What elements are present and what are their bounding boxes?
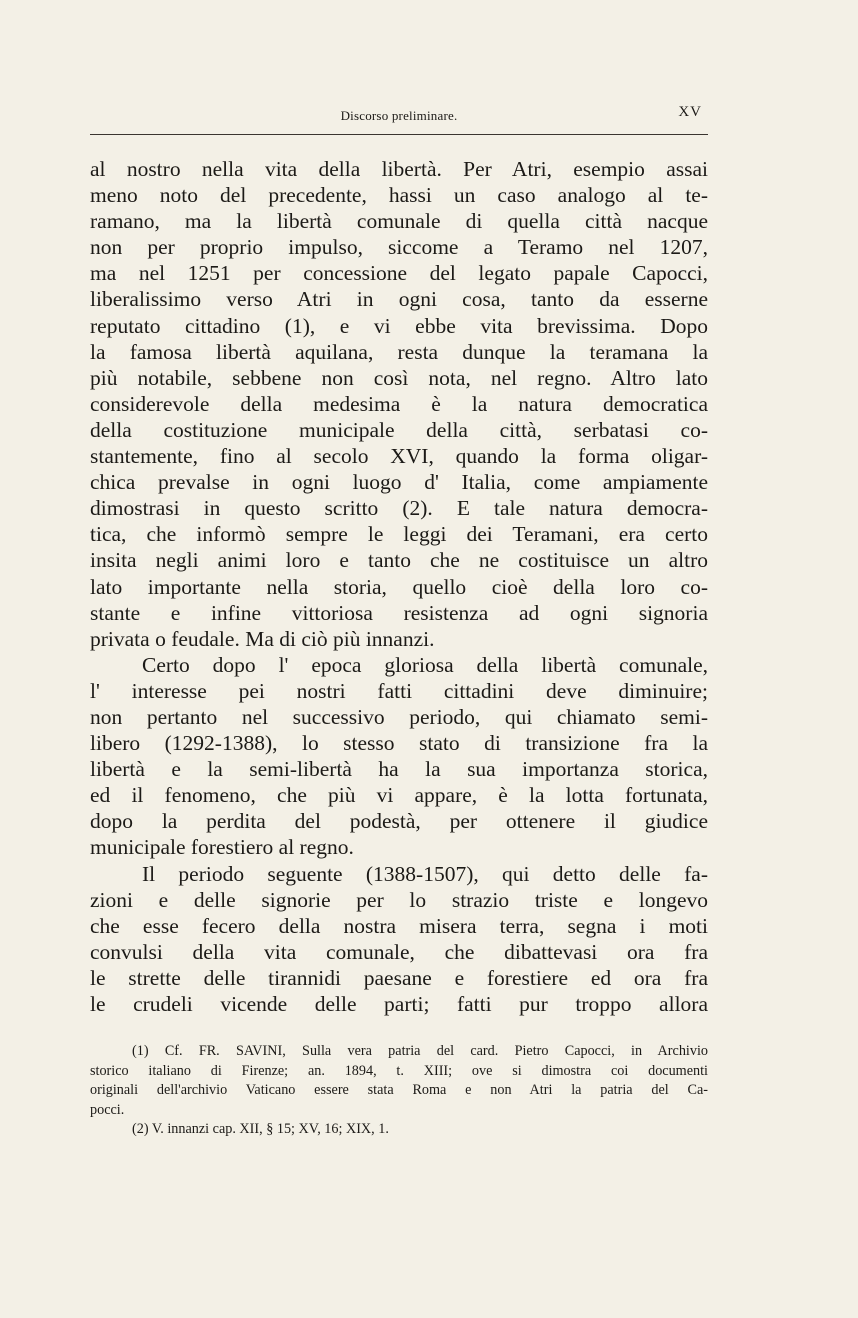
text-line: le strette delle tirannidi paesane e forestiere ed ora fra [90,965,708,990]
text-line: stante e infine vittoriosa resistenza ad ogni signoria [90,600,708,625]
text-line: che esse fecero della nostra misera terra, segna i moti [90,913,708,938]
body-text [90,156,708,1017]
text-line: dopo la perdita del podestà, per ottenere il giudice [90,809,708,834]
text-line: zioni e delle signorie per lo strazio triste e longevo [90,887,708,912]
text-line: tica, che informò sempre le leggi dei Teramani, era certo [90,522,708,547]
page-number: XV [678,104,702,120]
text-line: non per proprio impulso, siccome a Teramo nel 1207, [90,235,708,260]
text-line: insita negli animi loro e tanto che ne costituisce un altro [90,548,708,573]
text-line: non pertanto nel successivo periodo, qui chiamato semi- [90,704,708,729]
text-line: chica prevalse in ogni luogo d' Italia, come ampiamente [90,470,708,495]
text-line: più notabile, sebbene non così nota, nel regno. Altro lato [90,365,708,390]
text-line: stantemente, fino al secolo XVI, quando la forma oligar- [90,444,708,469]
header-rule [90,134,708,135]
footnote-line: (2) V. innanzi cap. XII, § 15; XV, 16; XIX, 1. [132,1121,389,1138]
text-line: dimostrasi in questo scritto (2). E tale natura democra- [90,496,708,521]
text-line: libertà e la semi-libertà ha la sua importanza storica, [90,757,708,782]
text-line: ed il fenomeno, che più vi appare, è la lotta fortunata, [90,783,708,808]
text-line: convulsi della vita comunale, che dibattevasi ora fra [90,939,708,964]
footnote-line: originali dell'archivio Vaticano essere stata Roma e non Atri la patria del Ca- [90,1082,708,1099]
running-head [90,104,708,126]
footnote-line: storico italiano di Firenze; an. 1894, t. XIII; ove si dimostra coi documenti [90,1062,708,1079]
footnote-line: pocci. [90,1101,125,1118]
text-line: Certo dopo l' epoca gloriosa della libertà comunale, [142,652,708,677]
text-line: liberalissimo verso Atri in ogni cosa, tanto da esserne [90,287,708,312]
text-line: la famosa libertà aquilana, resta dunque la teramana la [90,339,708,364]
text-line: ma nel 1251 per concessione del legato papale Capocci, [90,261,708,286]
text-line: le crudeli vicende delle parti; fatti pur troppo allora [90,992,708,1016]
footnote-line: (1) Cf. FR. SAVINI, Sulla vera patria del card. Pietro Capocci, in Archivio [132,1043,708,1059]
text-line: ramano, ma la libertà comunale di quella città nacque [90,209,708,234]
text-line: reputato cittadino (1), e vi ebbe vita brevissima. Dopo [90,313,708,338]
text-line: l' interesse pei nostri fatti cittadini deve diminuire; [90,678,708,703]
footnotes [90,1042,708,1140]
text-line: lato importante nella storia, quello cioè della loro co- [90,574,708,599]
text-line: al nostro nella vita della libertà. Per Atri, esempio assai [90,157,708,181]
running-title: Discorso preliminare. [340,108,458,123]
text-line: libero (1292-1388), lo stesso stato di transizione fra la [90,731,708,756]
text-line: privata o feudale. Ma di ciò più innanzi. [90,626,435,651]
text-line: municipale forestiero al regno. [90,835,354,860]
text-line: della costituzione municipale della città, serbatasi co- [90,417,708,442]
text-line: considerevole della medesima è la natura democratica [90,391,708,416]
text-line: Il periodo seguente (1388-1507), qui detto delle fa- [142,861,708,886]
text-line: meno noto del precedente, hassi un caso analogo al te- [90,183,708,208]
